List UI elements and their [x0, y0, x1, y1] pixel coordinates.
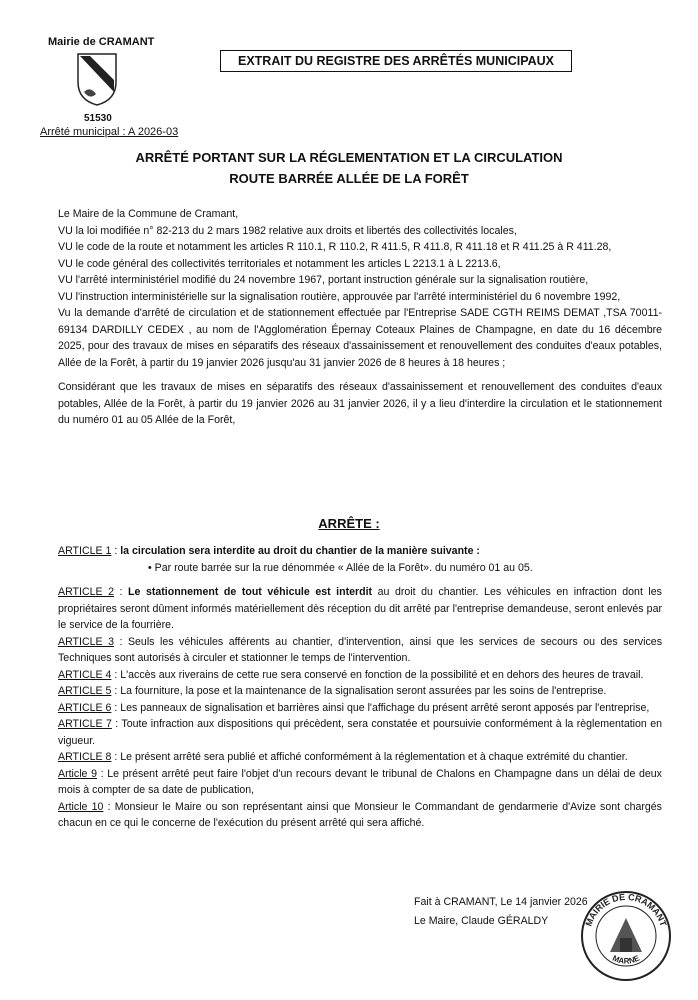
coat-of-arms-icon: [76, 52, 118, 106]
article-6: ARTICLE 6 : Les panneaux de signalisation et barrières ainsi que l'affichage du présent arrêté seront apposés par l'entreprise,: [58, 701, 650, 714]
preamble-line: VU l'instruction interministérielle sur la signalisation routière, approuvée par l'arrêté interministériel du 6 novembre 1992,: [58, 290, 621, 303]
preamble-line: VU le code général des collectivités territoriales et notamment les articles L 2213.1 à L 2213.6,: [58, 257, 501, 270]
article-2: ARTICLE 2 : Le stationnement de tout véhicule est interdit au droit du chantier. Les véhicules en infraction dont les propriétaires seront dûment informés matériellement dès réception du dit arrêté par l'entreprise demandeuse, seront enlevés par le service de la fourrière.: [58, 586, 662, 631]
article-10: Article 10 : Monsieur le Maire ou son représentant ainsi que Monsieur le Commandant de gendarmerie d'Avize sont chargés chacun en ce qui le concerne de l'exécution du présent arrêté qui sera affiché.: [58, 800, 662, 829]
article-1: ARTICLE 1 : la circulation sera interdite au droit du chantier de la manière suivante :: [58, 545, 480, 557]
article-1-bullet: • Par route barrée sur la rue dénommée « Allée de la Forêt». du numéro 01 au 05.: [148, 561, 533, 574]
extract-title-box: EXTRAIT DU REGISTRE DES ARRÊTÉS MUNICIPAUX: [220, 50, 572, 72]
preamble-line: Le Maire de la Commune de Cramant,: [58, 208, 239, 220]
preamble-line: VU l'arrêté interministériel modifié du 24 novembre 1967, portant instruction générale sur la signalisation routière,: [58, 274, 589, 286]
article-7: ARTICLE 7 : Toute infraction aux dispositions qui précèdent, sera constatée et poursuivie conformément à la règlementation en vigueur.: [58, 718, 662, 747]
arrete-heading: ARRÊTE :: [318, 516, 380, 531]
article-5: ARTICLE 5 : La fourniture, la pose et la maintenance de la signalisation seront assurées par les soins de l'entreprise.: [58, 685, 607, 697]
article-3: ARTICLE 3 : Seuls les véhicules afférents au chantier, d'intervention, ainsi que les services de secours ou des services Techniques sont autorisés à circuler et stationner le temps de l'intervention.: [58, 635, 662, 664]
arrete-reference: Arrêté municipal : A 2026-03: [40, 126, 179, 138]
stamp-bottom-text: MARNE: [611, 953, 641, 966]
postal-code: 51530: [84, 113, 112, 124]
articles: [58, 543, 662, 832]
signature-signer: Le Maire, Claude GÉRALDY: [414, 915, 549, 927]
article-9: Article 9 : Le présent arrêté peut faire l'objet d'un recours devant le tribunal de Chalons en Champagne dans un délai de deux mois à compter de sa date de publication,: [58, 767, 662, 796]
preamble-line: VU la loi modifiée n° 82-213 du 2 mars 1982 relative aux droits et libertés des collectivités locales,: [58, 224, 517, 237]
stamp-top-text: MAIRIE DE CRAMANT: [583, 891, 669, 928]
considering-paragraph: Considérant que les travaux de mises en séparatifs des réseaux d'assainissement et renouvellement des conduites d'eaux potables, Allée de la Forêt, à partir du 19 janvier 2026 au 31 janvier 2026, il y a lieu d'interdire la circulation et le stationnement du numéro 01 au 05 Allée de la Forêt,: [58, 381, 662, 426]
article-4: ARTICLE 4 : L'accès aux riverains de cette rue sera conservé en fonction de la possibilité et en dehors des heures de travail.: [58, 668, 644, 681]
signature-place-date: Fait à CRAMANT, Le 14 janvier 2026: [414, 896, 588, 908]
document-title-line2: ROUTE BARRÉE ALLÉE DE LA FORÊT: [229, 171, 469, 186]
preamble: [58, 206, 662, 429]
preamble-line: Vu la demande d'arrêté de circulation et de stationnement effectuée par l'Entreprise SADE CGTH REIMS DEMAT ,TSA 70011-69134 DARDILLY CEDEX , au nom de l'Agglomération Épernay Coteaux Plaines de Champagne, en date du 16 décembre 2025, pour des travaux de mises en séparatifs des réseaux d'assainissement et renouvellement des conduites d'eaux potables, Allée de la Forêt, à partir du 19 janvier 2026 jusqu'au 31 janvier 2026 de 8 heures à 18 heures ;: [58, 307, 662, 369]
article-8: ARTICLE 8 : Le présent arrêté sera publié et affiché conformément à la réglementation et à chaque extrémité du chantier.: [58, 751, 628, 763]
mairie-label: Mairie de CRAMANT: [48, 36, 155, 48]
document-title-line1: ARRÊTÉ PORTANT SUR LA RÉGLEMENTATION ET LA CIRCULATION: [135, 150, 563, 165]
mairie-stamp-icon: [580, 890, 672, 982]
preamble-line: VU le code de la route et notamment les articles R 110.1, R 110.2, R 411.5, R 411.8, R 411.18 et R 411.25 à R 411.28,: [58, 241, 612, 253]
